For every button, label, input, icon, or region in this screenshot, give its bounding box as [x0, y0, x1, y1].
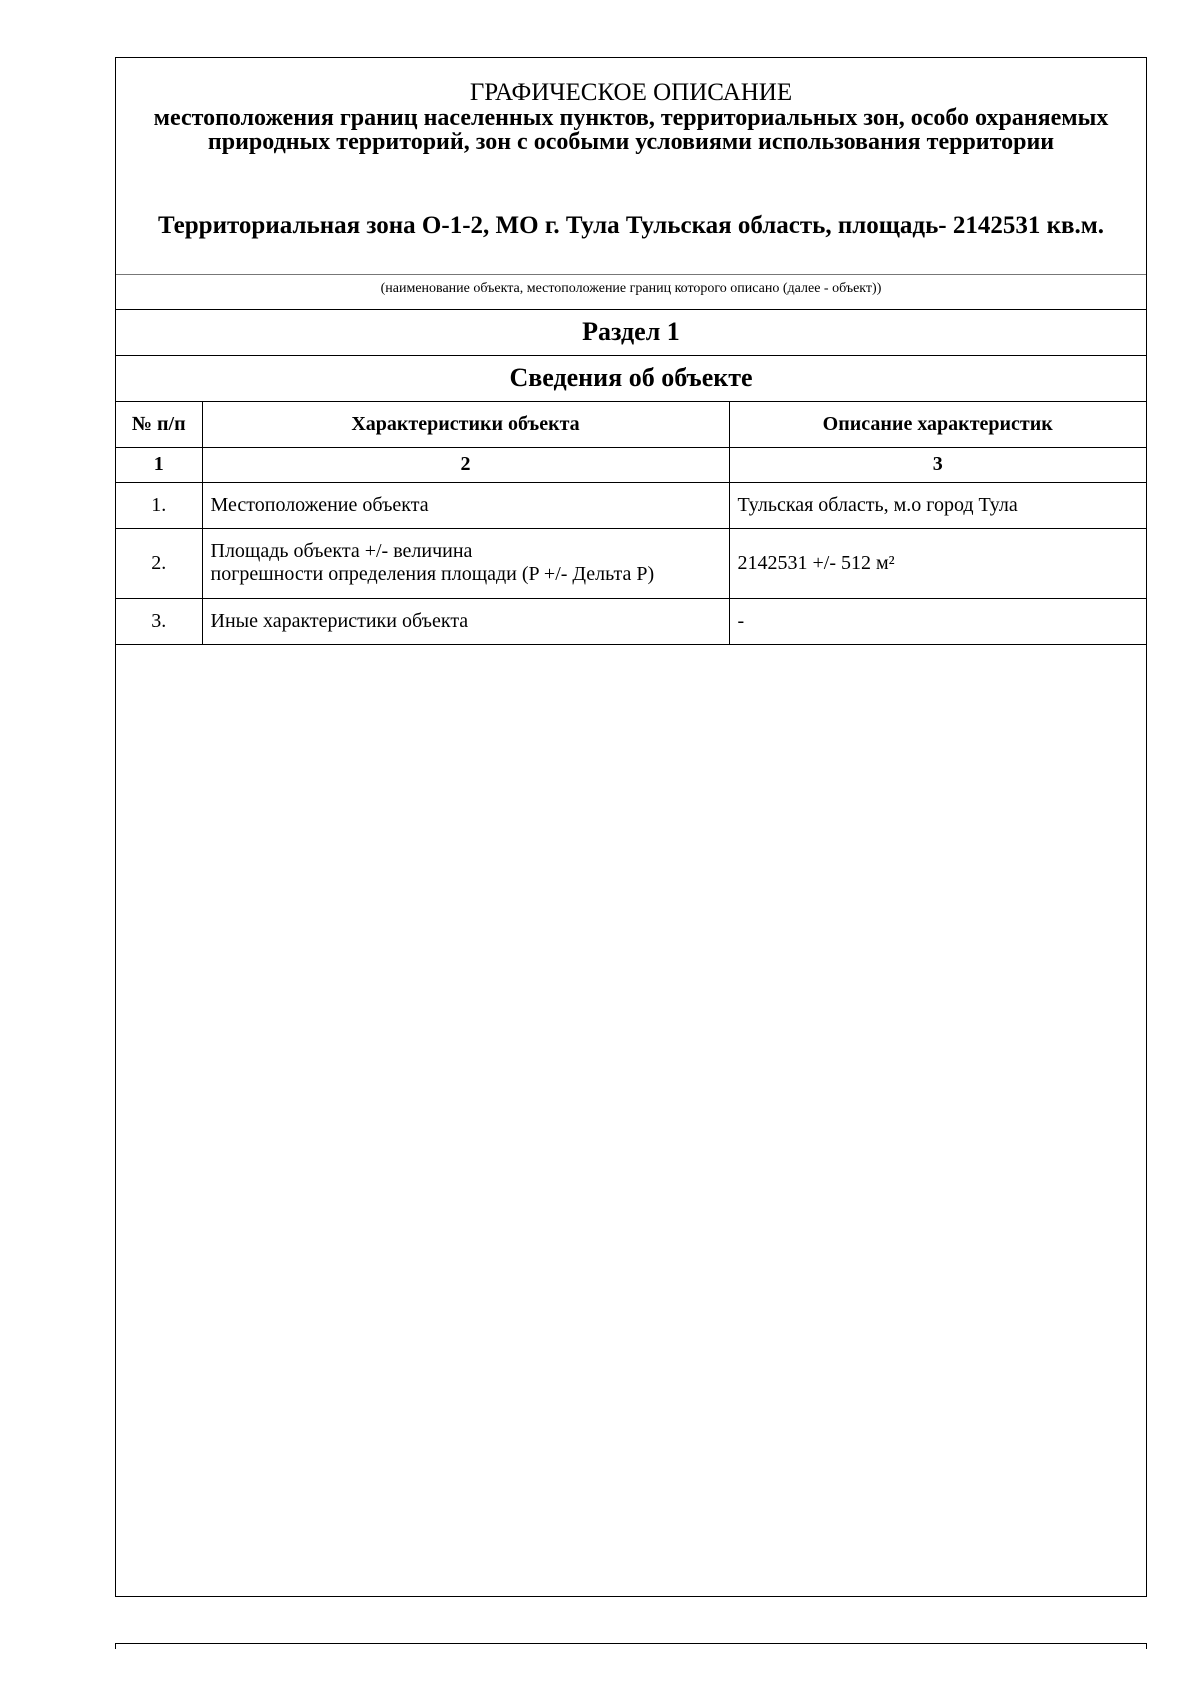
header-description: Описание характеристик — [729, 402, 1146, 447]
document-frame — [115, 57, 1147, 1597]
object-info-table — [116, 402, 1146, 645]
column-number: 3 — [729, 447, 1146, 482]
table-row — [116, 528, 1146, 598]
document-title: ГРАФИЧЕСКОЕ ОПИСАНИЕ — [469, 79, 793, 106]
object-name: Территориальная зона О-1-2, МО г. Тула Тульская область, площадь- 2142531 кв.м. — [157, 212, 1105, 239]
row-description: - — [729, 598, 1146, 644]
table-row — [116, 598, 1146, 644]
row-description: Тульская область, м.о город Тула — [729, 482, 1146, 528]
row-characteristic: Иные характеристики объекта — [202, 598, 729, 644]
header-num: № п/п — [116, 402, 202, 447]
header-characteristic: Характеристики объекта — [202, 402, 729, 447]
row-characteristic — [202, 528, 729, 598]
object-caption: (наименование объекта, местоположение границ которого описано (далее - объект)) — [116, 275, 1146, 310]
column-number: 1 — [116, 447, 202, 482]
header-block — [116, 58, 1146, 275]
section-label: Раздел 1 — [116, 310, 1146, 356]
section-title: Сведения об объекте — [116, 356, 1146, 402]
row-characteristic: Местоположение объекта — [202, 482, 729, 528]
column-number: 2 — [202, 447, 729, 482]
row-number: 2. — [116, 528, 202, 598]
characteristic-line: Площадь объекта +/- величина — [210, 540, 473, 562]
document-subtitle: местоположения границ населенных пунктов, территориальных зон, особо охраняемых природных территорий, зон с особыми условиями использования территории — [153, 105, 1109, 155]
column-number-row — [116, 447, 1146, 482]
row-number: 3. — [116, 598, 202, 644]
table-header-row — [116, 402, 1146, 447]
next-page-frame-edge — [115, 1643, 1147, 1649]
table-row — [116, 482, 1146, 528]
row-description: 2142531 +/- 512 м² — [729, 528, 1146, 598]
row-number: 1. — [116, 482, 202, 528]
characteristic-line: погрешности определения площади (P +/- Дельта P) — [210, 563, 655, 585]
